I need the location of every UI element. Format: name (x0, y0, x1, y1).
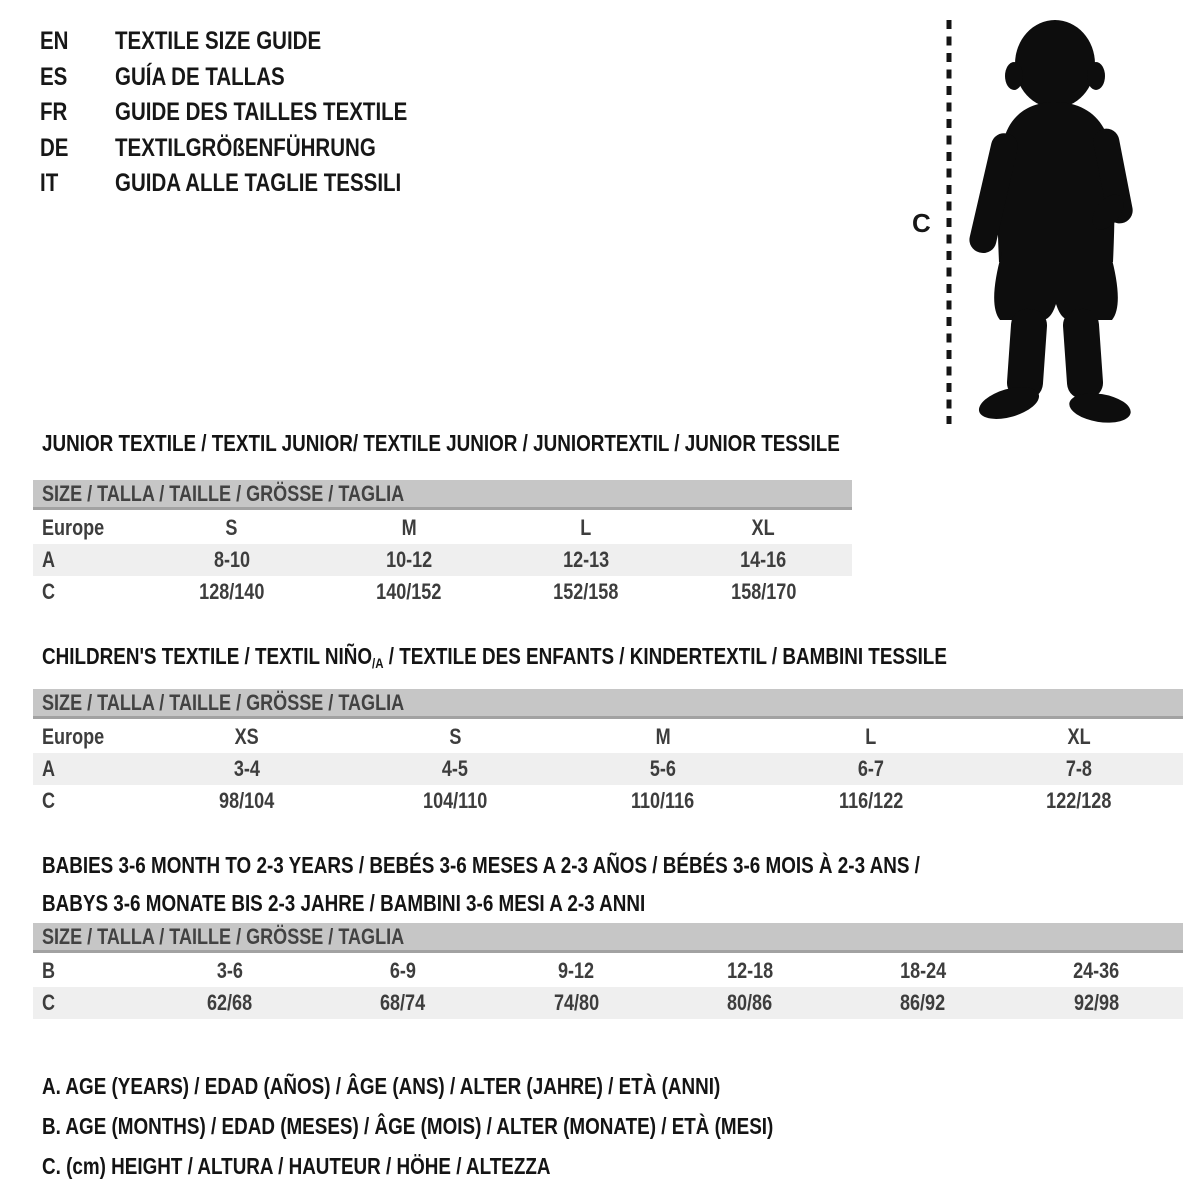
cell-text: C (42, 788, 56, 813)
table-rows (33, 512, 852, 608)
legend-line-c-text: C. (cm) HEIGHT / ALTURA / HAUTEUR / HÖHE / ALTEZZA (42, 1152, 551, 1179)
size-value-cell (143, 788, 351, 814)
table-row (33, 785, 1183, 817)
table-rows (33, 955, 1183, 1019)
table-header-band (33, 689, 1183, 719)
cell-text: 98/104 (219, 788, 275, 813)
size-value-cell (143, 547, 320, 573)
cell-text: S (448, 724, 462, 749)
babies-title-line1: BABIES 3-6 MONTH TO 2-3 YEARS / BEBÉS 3-6 MESES A 2-3 AÑOS / BÉBÉS 3-6 MOIS À 2-3 ANS / (42, 852, 920, 878)
guide-title (115, 98, 472, 127)
language-code-text: ES (40, 62, 68, 91)
cell-text: 6-9 (389, 958, 417, 983)
cell-text: XS (234, 724, 260, 749)
table-row (33, 721, 1183, 753)
cell-text: 7-8 (1065, 756, 1093, 781)
size-header-label: SIZE / TALLA / TAILLE / GRÖSSE / TAGLIA (42, 923, 405, 949)
cell-text: 140/152 (376, 579, 442, 604)
children-title-sub: /A (372, 655, 384, 671)
cell-text: 6-7 (857, 756, 885, 781)
cell-text: S (225, 515, 238, 540)
children-section-title-text (42, 643, 947, 671)
size-value-cell (316, 958, 489, 984)
size-value-cell (143, 724, 351, 750)
table-row (33, 987, 1183, 1019)
cell-text: 12-13 (563, 547, 610, 572)
cell-text: 116/122 (838, 788, 904, 813)
size-value-cell (143, 515, 320, 541)
cell-text: Europe (42, 724, 105, 749)
junior-size-table (33, 480, 852, 608)
size-value-cell (975, 756, 1183, 782)
size-value-cell (351, 756, 559, 782)
children-section-title (42, 643, 1146, 671)
legend-line-b (42, 1106, 934, 1146)
language-row (40, 24, 472, 60)
cell-text: 24-36 (1073, 958, 1120, 983)
cell-text: L (865, 724, 877, 749)
cell-text: 18-24 (899, 958, 947, 983)
row-label-cell (33, 990, 143, 1016)
cell-text: Europe (42, 515, 105, 540)
language-row (40, 95, 472, 131)
table-rows (33, 721, 1183, 817)
size-value-cell (143, 990, 316, 1016)
language-code-text: DE (40, 133, 69, 162)
cell-text: 152/158 (553, 579, 619, 604)
row-label-cell (33, 547, 143, 573)
cell-text: 86/92 (900, 990, 946, 1015)
size-value-cell (975, 788, 1183, 814)
cell-text: 4-5 (441, 756, 469, 781)
size-value-cell (663, 990, 836, 1016)
table-row (33, 544, 852, 576)
row-label-cell (33, 788, 143, 814)
language-code (40, 63, 115, 92)
row-label-cell (33, 958, 143, 984)
language-code (40, 169, 115, 198)
babies-section-title (42, 846, 1113, 922)
size-value-cell (975, 724, 1183, 750)
size-value-cell (675, 547, 852, 573)
cell-text: 62/68 (207, 990, 253, 1015)
guide-title (115, 169, 464, 198)
row-label-cell (33, 756, 143, 782)
cell-text: 3-4 (233, 756, 261, 781)
table-row (33, 955, 1183, 987)
guide-title (115, 63, 322, 92)
size-value-cell (490, 990, 663, 1016)
legend-line-a (42, 1066, 934, 1106)
size-value-cell (559, 756, 767, 782)
size-value-cell (351, 788, 559, 814)
size-value-cell (498, 547, 675, 573)
size-value-cell (143, 958, 316, 984)
junior-section-title-text: JUNIOR TEXTILE / TEXTIL JUNIOR/ TEXTILE JUNIOR / JUNIORTEXTIL / JUNIOR TESSILE (42, 430, 840, 456)
size-value-cell (143, 756, 351, 782)
guide-title-text: GUÍA DE TALLAS (115, 62, 285, 91)
language-code-text: IT (40, 169, 59, 198)
size-value-cell (1010, 990, 1183, 1016)
size-value-cell (316, 990, 489, 1016)
junior-section-title (42, 430, 1015, 457)
measure-legend (42, 1066, 934, 1186)
babies-title-line2: BABYS 3-6 MONATE BIS 2-3 JAHRE / BAMBINI 3-6 MESI A 2-3 ANNI (42, 890, 646, 916)
table-row (33, 753, 1183, 785)
cell-text: L (580, 515, 592, 540)
size-value-cell (320, 579, 497, 605)
height-measure-label: C (912, 208, 931, 238)
cell-text: C (42, 990, 56, 1015)
cell-text: 9-12 (558, 958, 595, 983)
cell-text: 68/74 (380, 990, 426, 1015)
height-dashed-line-icon (944, 20, 954, 424)
cell-text: 74/80 (553, 990, 599, 1015)
legend-line-a-text: A. AGE (YEARS) / EDAD (AÑOS) / ÂGE (ANS) / ALTER (JAHRE) / ETÀ (ANNI) (42, 1072, 721, 1099)
row-label-cell (33, 724, 143, 750)
cell-text: 10-12 (385, 547, 432, 572)
language-row (40, 166, 472, 202)
cell-text: 12-18 (726, 958, 773, 983)
size-value-cell (767, 756, 975, 782)
language-code-text: EN (40, 27, 69, 56)
language-code (40, 134, 115, 163)
cell-text: 3-6 (216, 958, 243, 983)
size-value-cell (490, 958, 663, 984)
language-code-text: FR (40, 98, 68, 127)
size-value-cell (498, 515, 675, 541)
size-value-cell (559, 788, 767, 814)
cell-text: 110/116 (631, 788, 695, 813)
size-value-cell (663, 958, 836, 984)
size-header-label: SIZE / TALLA / TAILLE / GRÖSSE / TAGLIA (42, 689, 405, 715)
legend-line-c (42, 1146, 934, 1186)
children-size-table (33, 689, 1183, 817)
size-value-cell (320, 515, 497, 541)
cell-text: 5-6 (649, 756, 677, 781)
cell-text: M (655, 724, 671, 749)
babies-size-table (33, 923, 1183, 1019)
guide-title-text: TEXTILE SIZE GUIDE (115, 27, 322, 56)
cell-text: M (401, 515, 417, 540)
cell-text: 14-16 (740, 547, 787, 572)
size-value-cell (559, 724, 767, 750)
size-value-cell (143, 579, 320, 605)
row-label-cell (33, 579, 143, 605)
cell-text: A (42, 756, 56, 781)
cell-text: 158/170 (730, 579, 796, 604)
language-code (40, 27, 115, 56)
language-row (40, 131, 472, 167)
size-header-label: SIZE / TALLA / TAILLE / GRÖSSE / TAGLIA (42, 480, 405, 506)
size-value-cell (767, 788, 975, 814)
row-label-cell (33, 515, 143, 541)
children-title-post: / TEXTILE DES ENFANTS / KINDERTEXTIL / BAMBINI TESSILE (383, 643, 947, 669)
cell-text: 92/98 (1073, 990, 1119, 1015)
language-code (40, 98, 115, 127)
cell-text: XL (751, 515, 775, 540)
cell-text: A (42, 547, 56, 572)
cell-text: C (42, 579, 56, 604)
size-value-cell (320, 547, 497, 573)
size-value-cell (836, 990, 1009, 1016)
guide-title-text: TEXTILGRÖßENFÜHRUNG (115, 133, 376, 162)
guide-title (115, 27, 366, 56)
baby-height-figure (900, 12, 1160, 437)
size-value-cell (767, 724, 975, 750)
language-title-list (40, 24, 472, 202)
cell-text: 128/140 (199, 579, 265, 604)
cell-text: 122/128 (1046, 788, 1112, 813)
size-value-cell (1010, 958, 1183, 984)
size-value-cell (351, 724, 559, 750)
table-row (33, 576, 852, 608)
guide-title-text: GUIDA ALLE TAGLIE TESSILI (115, 169, 402, 198)
baby-silhouette-icon (962, 14, 1142, 424)
cell-text: B (42, 958, 56, 983)
table-header-band (33, 480, 852, 510)
cell-text: 104/110 (422, 788, 488, 813)
table-header-band (33, 923, 1183, 953)
cell-text: 8-10 (213, 547, 250, 572)
children-title-pre: CHILDREN'S TEXTILE / TEXTIL NIÑO (42, 643, 373, 669)
cell-text: XL (1067, 724, 1091, 749)
cell-text: 80/86 (727, 990, 773, 1015)
legend-line-b-text: B. AGE (MONTHS) / EDAD (MESES) / ÂGE (MOIS) / ALTER (MONATE) / ETÀ (MESI) (42, 1112, 774, 1139)
guide-title-text: GUIDE DES TAILLES TEXTILE (115, 98, 408, 127)
size-value-cell (675, 515, 852, 541)
table-row (33, 512, 852, 544)
guide-title (115, 134, 433, 163)
size-value-cell (675, 579, 852, 605)
size-value-cell (836, 958, 1009, 984)
size-value-cell (498, 579, 675, 605)
language-row (40, 60, 472, 96)
